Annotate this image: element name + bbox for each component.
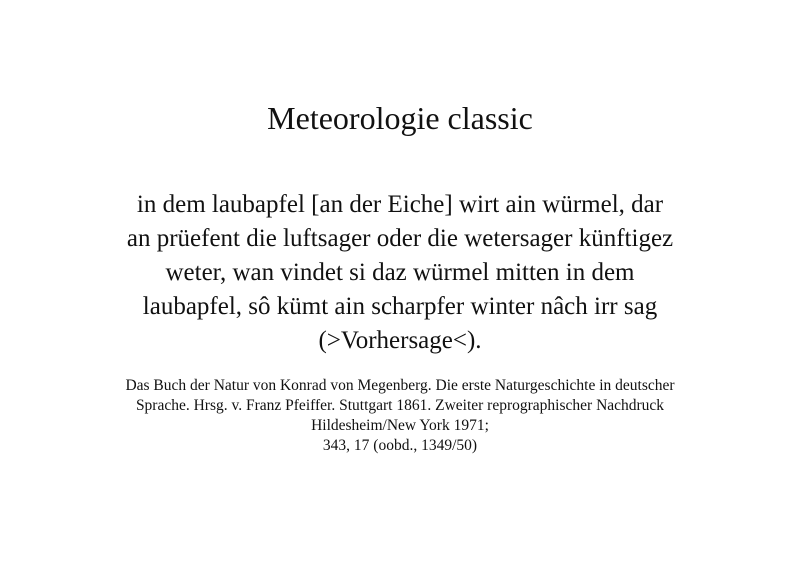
quote-line: in dem laubapfel [an der Eiche] wirt ain würmel, dar <box>136 191 664 218</box>
quote-line: (>Vorhersage<). <box>318 327 482 354</box>
citation-line: 343, 17 (oobd., 1349/50) <box>322 437 478 454</box>
citation-line: Sprache. Hrsg. v. Franz Pfeiffer. Stuttgart 1861. Zweiter reprographischer Nachdruck <box>135 397 665 414</box>
quote-block <box>60 188 740 358</box>
citation-line: Das Buch der Natur von Konrad von Megenberg. Die erste Naturgeschichte in deutscher <box>125 377 675 394</box>
quote-line: an prüefent die luftsager oder die wetersager künftigez <box>126 225 674 252</box>
quote-line: weter, wan vindet si daz würmel mitten in dem <box>165 259 635 286</box>
citation-line: Hildesheim/New York 1971; <box>311 417 489 434</box>
quote-line: laubapfel, sô kümt ain scharpfer winter nâch irr sag <box>142 293 658 320</box>
page-title: Meteorologie classic <box>267 100 533 136</box>
citation-block <box>60 376 740 456</box>
